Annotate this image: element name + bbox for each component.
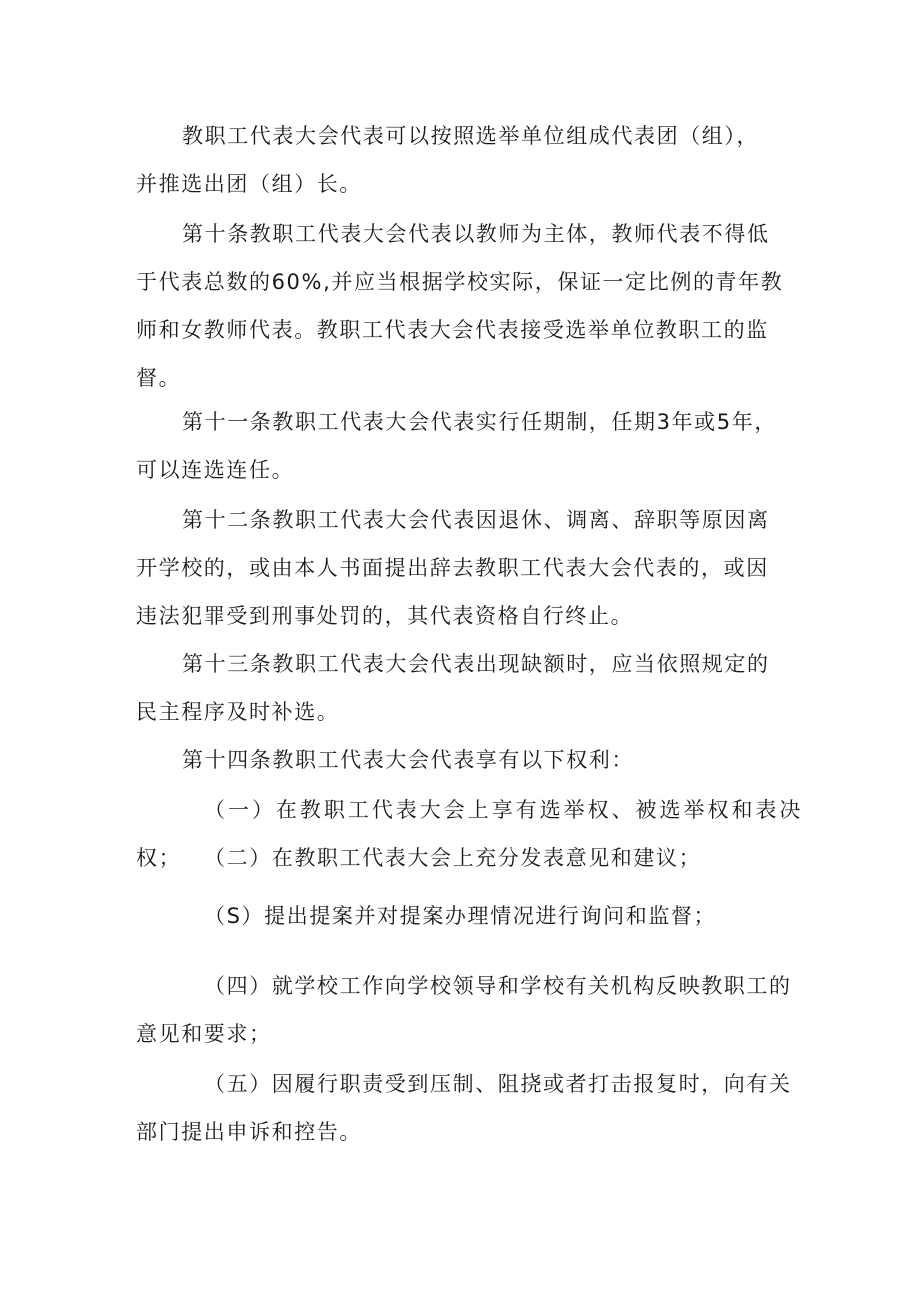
paragraph-article-12 — [136, 496, 802, 640]
list-item-3 — [136, 892, 802, 940]
paragraph-line: （五）因履行职责受到压制、阻挠或者打击报复时，向有关 — [204, 1072, 792, 1096]
paragraph-line: 第十三条教职工代表大会代表出现缺额时，应当依照规定的 — [182, 652, 770, 676]
paragraph-line: 教职工代表大会代表可以按照选举单位组成代表团（组）， — [182, 124, 760, 148]
paragraph-line: 师和女教师代表。教职工代表大会代表接受选举单位教职工的监 — [136, 318, 769, 342]
paragraph-line: 第十一条教职工代表大会代表实行任期制，任期3年或5年， — [182, 410, 777, 434]
paragraph-line: 开学校的，或由本人书面提出辞去教职工代表大会代表的，或因 — [136, 556, 769, 580]
paragraph-1 — [136, 112, 802, 208]
paragraph-line: （一）在教职工代表大会上享有选举权、被选举权和表决权； — [136, 798, 802, 870]
paragraph-line: 第十条教职工代表大会代表以教师为主体，教师代表不得低 — [182, 222, 770, 246]
paragraph-line: （四）就学校工作向学校领导和学校有关机构反映教职工的 — [204, 974, 792, 998]
paragraph-line: （二）在教职工代表大会上充分发表意见和建议； — [204, 846, 702, 870]
list-item-2 — [136, 834, 802, 882]
paragraph-line: 于代表总数的60%,并应当根据学校实际，保证一定比例的青年教 — [136, 270, 784, 294]
paragraph-article-14 — [136, 736, 802, 784]
paragraph-article-13 — [136, 640, 802, 736]
paragraph-article-11 — [136, 398, 802, 494]
paragraph-line: （S）提出提案并对提案办理情况进行询问和监督； — [204, 904, 717, 928]
paragraph-line: 可以连选连任。 — [136, 458, 295, 482]
paragraph-line: 违法犯罪受到刑事处罚的，其代表资格自行终止。 — [136, 604, 634, 628]
list-item-4 — [136, 962, 802, 1058]
paragraph-article-10 — [136, 210, 802, 402]
paragraph-line: 督。 — [136, 366, 182, 390]
paragraph-line: 部门提出申诉和控告。 — [136, 1120, 362, 1144]
paragraph-line: 民主程序及时补选。 — [136, 700, 340, 724]
list-item-5 — [136, 1060, 802, 1156]
paragraph-line: 第十二条教职工代表大会代表因退休、调离、辞职等原因离 — [182, 508, 770, 532]
paragraph-line: 并推选出团（组）长。 — [136, 172, 362, 196]
paragraph-line: 第十四条教职工代表大会代表享有以下权利： — [182, 748, 634, 772]
paragraph-line: 意见和要求； — [136, 1022, 272, 1046]
